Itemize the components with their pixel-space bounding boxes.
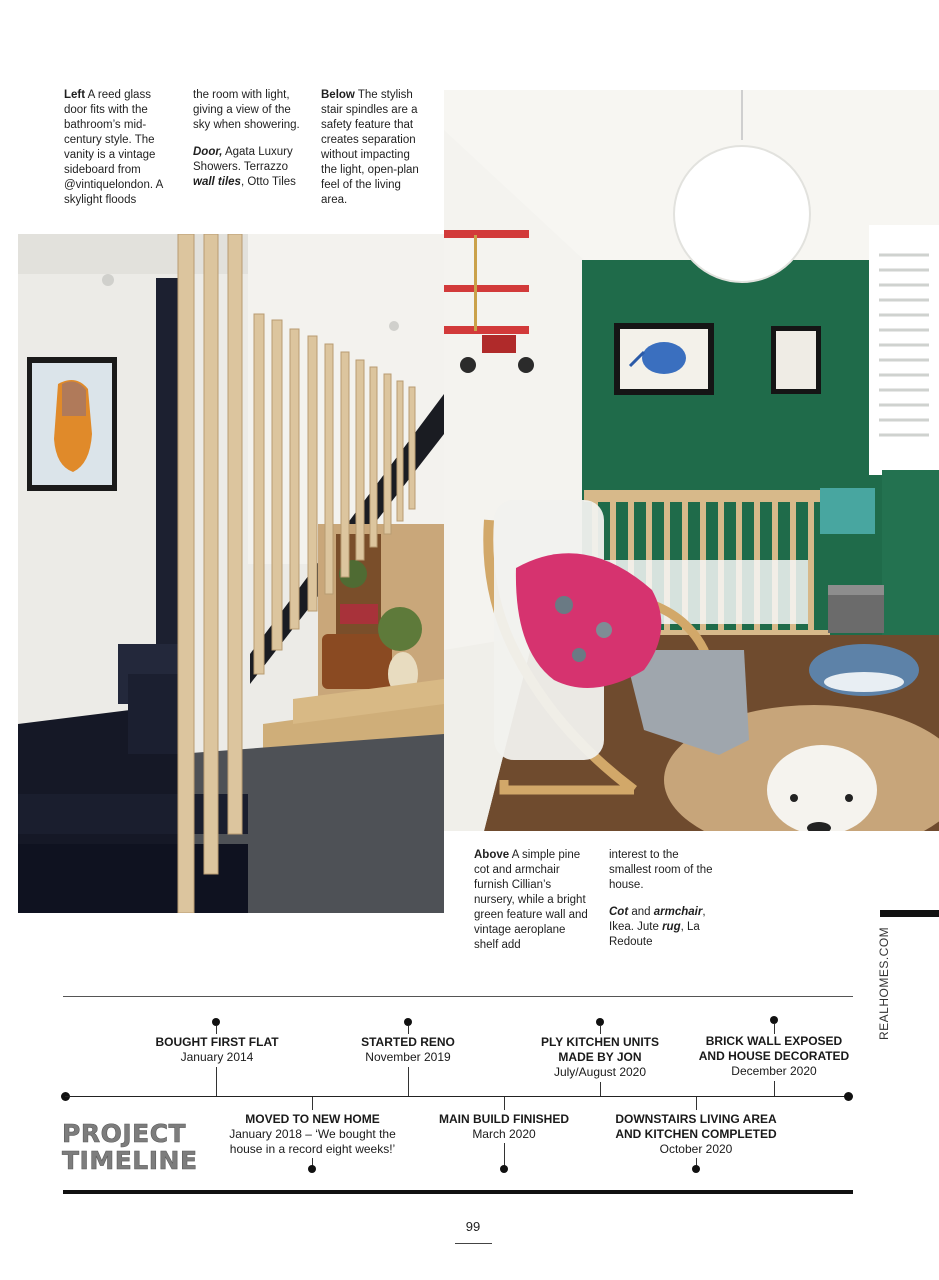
timeline-stem bbox=[600, 1026, 601, 1034]
caption-left-col2 bbox=[193, 88, 305, 202]
timeline-event-main-build-finished bbox=[424, 1112, 584, 1142]
event-title: PLY KITCHEN UNITS MADE BY JON bbox=[540, 1035, 660, 1064]
event-title: DOWNSTAIRS LIVING AREA AND KITCHEN COMPLETED bbox=[615, 1112, 777, 1141]
caption-left-credits bbox=[193, 145, 305, 190]
timeline-stem bbox=[312, 1097, 313, 1110]
timeline-heading bbox=[62, 1120, 198, 1174]
timeline-top-rule bbox=[63, 996, 853, 997]
nursery-photo bbox=[444, 90, 939, 831]
timeline-stem bbox=[600, 1082, 601, 1096]
site-url: REALHOMES.COM bbox=[877, 926, 891, 1040]
event-date: October 2020 bbox=[659, 1142, 733, 1156]
event-title: BRICK WALL EXPOSED AND HOUSE DECORATED bbox=[698, 1034, 850, 1063]
event-date: July/August 2020 bbox=[553, 1065, 647, 1079]
caption-above-credits bbox=[609, 905, 721, 950]
timeline-stem bbox=[504, 1143, 505, 1166]
timeline-dot bbox=[692, 1165, 700, 1173]
caption-label-above: Above bbox=[474, 849, 510, 861]
event-date: January 2014 bbox=[180, 1050, 254, 1064]
credit-tiles-source: , Otto Tiles bbox=[240, 176, 296, 188]
caption-label-left: Left bbox=[64, 89, 86, 101]
credit-door-source: Agata Luxury Showers. Terrazzo bbox=[193, 146, 293, 173]
caption-left-text: A reed glass door fits with the bathroom’s mid-century style. The vanity is a vintage sideboard from @vintiquelondon. A skylight floods bbox=[64, 89, 163, 206]
caption-left-col1 bbox=[64, 88, 176, 208]
nursery-illustration bbox=[444, 90, 939, 831]
timeline-stem bbox=[774, 1024, 775, 1034]
event-title: MAIN BUILD FINISHED bbox=[439, 1112, 569, 1126]
caption-below-text: The stylish stair spindles are a safety feature that creates separation without impacting the light, open-plan feel of the living area. bbox=[321, 89, 419, 206]
credit-door: Door, bbox=[193, 146, 223, 158]
timeline-end-dot bbox=[844, 1092, 853, 1101]
event-title: BOUGHT FIRST FLAT bbox=[155, 1035, 279, 1049]
caption-left-continued: the room with light, giving a view of the sky when showering. bbox=[193, 89, 300, 131]
event-date: March 2020 bbox=[472, 1127, 536, 1141]
credit-cot: Cot bbox=[609, 906, 629, 918]
event-title: STARTED RENO bbox=[361, 1035, 455, 1049]
caption-above-col2 bbox=[609, 848, 721, 962]
timeline-stem bbox=[696, 1097, 697, 1110]
timeline-dot bbox=[500, 1165, 508, 1173]
timeline-event-bought-first-flat bbox=[136, 1035, 298, 1065]
timeline-event-downstairs-living-area bbox=[606, 1112, 786, 1157]
event-date: November 2019 bbox=[365, 1050, 451, 1064]
section-tab-bar bbox=[880, 910, 939, 917]
timeline-stem bbox=[504, 1097, 505, 1110]
credit-rug: rug bbox=[662, 921, 681, 933]
page-number-rule bbox=[455, 1243, 492, 1244]
credit-ikea: , Ikea. Jute bbox=[609, 906, 706, 933]
timeline-stem bbox=[408, 1026, 409, 1034]
timeline-stem bbox=[216, 1026, 217, 1034]
timeline-stem bbox=[216, 1067, 217, 1096]
timeline-event-moved-to-new-home bbox=[225, 1112, 400, 1157]
timeline-dot bbox=[212, 1018, 220, 1026]
timeline-heading-line2: TIMELINE bbox=[62, 1146, 198, 1175]
credit-and: and bbox=[628, 906, 654, 918]
event-date: December 2020 bbox=[731, 1064, 817, 1078]
event-date: January 2018 – ‘We bought the house in a record eight weeks!’ bbox=[229, 1127, 396, 1156]
page-number: 99 bbox=[465, 1219, 481, 1234]
timeline-event-started-reno bbox=[328, 1035, 488, 1065]
timeline-bottom-rule bbox=[63, 1190, 853, 1194]
timeline-event-ply-kitchen-units bbox=[530, 1035, 670, 1080]
staircase-illustration bbox=[18, 234, 444, 913]
event-title: MOVED TO NEW HOME bbox=[245, 1112, 380, 1126]
caption-above-col1 bbox=[474, 848, 592, 953]
credit-armchair: armchair bbox=[653, 906, 703, 918]
credit-wall-tiles: wall tiles bbox=[193, 176, 241, 188]
timeline-stem bbox=[774, 1081, 775, 1096]
timeline-dot bbox=[596, 1018, 604, 1026]
timeline-dot bbox=[404, 1018, 412, 1026]
staircase-photo bbox=[18, 234, 444, 913]
timeline-dot bbox=[308, 1165, 316, 1173]
credit-la-redoute: , La Redoute bbox=[609, 921, 700, 948]
caption-below bbox=[321, 88, 429, 208]
caption-above-continued: interest to the smallest room of the house. bbox=[609, 849, 713, 891]
caption-label-below: Below bbox=[321, 89, 355, 101]
timeline-heading-line1: PROJECT bbox=[62, 1119, 187, 1148]
timeline-stem bbox=[408, 1067, 409, 1096]
caption-above-text: A simple pine cot and armchair furnish Cillian’s nursery, while a bright green feature wall and vintage aeroplane shelf add bbox=[474, 849, 588, 951]
timeline-axis bbox=[65, 1096, 848, 1097]
timeline-dot bbox=[770, 1016, 778, 1024]
timeline-event-brick-wall-exposed bbox=[694, 1034, 854, 1079]
